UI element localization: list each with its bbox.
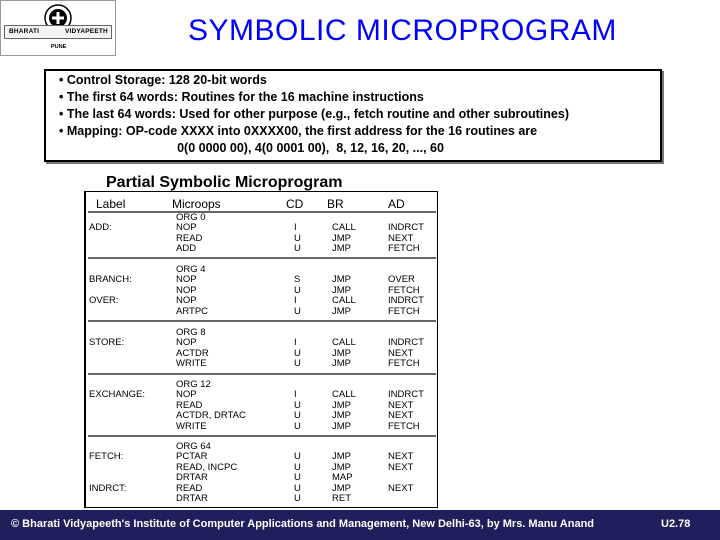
br-cell: CALL JMP JMP <box>332 222 356 255</box>
cd-cell: I U U <box>294 337 301 370</box>
header-divider <box>88 211 436 213</box>
cd-cell: I U U <box>294 222 301 255</box>
microprogram-table <box>84 191 438 508</box>
info-line-control-storage: • Control Storage: 128 20-bit words <box>59 73 267 87</box>
br-cell: CALL JMP JMP JMP <box>332 389 356 432</box>
br-cell: JMP JMP MAP JMP RET <box>332 451 353 505</box>
logo-right-text: VIDYAPEETH <box>65 28 108 35</box>
br-cell: CALL JMP JMP <box>332 337 356 370</box>
row-divider <box>88 435 436 437</box>
info-line-last-64: • The last 64 words: Used for other purpose (e.g., fetch routine and other subroutines) <box>59 107 569 121</box>
info-line-mapping-cont: 0(0 0000 00), 4(0 0001 00), 8, 12, 16, 20, ..., 60 <box>59 141 444 155</box>
header-ad: AD <box>388 197 405 211</box>
table-title: Partial Symbolic Microprogram <box>106 174 343 191</box>
logo-city: PUNE <box>51 44 67 50</box>
ad-cell: INDRCT NEXT FETCH <box>388 337 424 370</box>
cd-cell: U U U U U <box>294 451 301 505</box>
label-cell: STORE: <box>89 337 125 349</box>
cd-cell: I U U U <box>294 389 301 432</box>
page-title: SYMBOLIC MICROPROGRAM <box>188 14 617 47</box>
info-line-mapping: • Mapping: OP-code XXXX into 0XXXX00, the first address for the 16 routines are <box>59 124 538 138</box>
microops-cell: ORG 0 NOP READ ADD <box>176 212 206 255</box>
row-divider <box>88 257 436 259</box>
microops-cell: ORG 8 NOP ACTDR WRITE <box>176 327 209 370</box>
microops-cell: ORG 64 PCTAR READ, INCPC DRTAR READ DRTAR <box>176 441 238 505</box>
info-line-first-64: • The first 64 words: Routines for the 16 machine instructions <box>59 90 424 104</box>
ad-cell: INDRCT NEXT NEXT FETCH <box>388 389 424 432</box>
row-divider <box>88 373 436 375</box>
institute-logo <box>0 0 116 56</box>
logo-left-text: BHARATI <box>9 28 40 35</box>
label-cell: ADD: <box>89 222 112 234</box>
label-cell: EXCHANGE: <box>89 389 145 401</box>
header-cd: CD <box>286 197 304 211</box>
microops-cell: ORG 12 NOP READ ACTDR, DRTAC WRITE <box>176 379 246 432</box>
footer-bar <box>0 510 720 540</box>
label-cell: BRANCH: OVER: <box>89 274 132 307</box>
ad-cell: NEXT NEXT NEXT <box>388 451 414 494</box>
footer-credit: © Bharati Vidyapeeth's Institute of Computer Applications and Management, New Delhi-63, by Mrs. Manu Anand <box>11 518 595 530</box>
info-box <box>44 69 662 162</box>
row-divider <box>88 320 436 322</box>
ad-cell: OVER FETCH INDRCT FETCH <box>388 274 424 317</box>
label-cell: FETCH: INDRCT: <box>89 451 127 494</box>
page-number: U2.78 <box>661 518 691 530</box>
header-microops: Microops <box>172 197 221 211</box>
cd-cell: S U I U <box>294 274 301 317</box>
header-label: Label <box>96 197 126 211</box>
header-br: BR <box>327 197 344 211</box>
ad-cell: INDRCT NEXT FETCH <box>388 222 424 255</box>
microops-cell: ORG 4 NOP NOP NOP ARTPC <box>176 264 209 317</box>
br-cell: JMP JMP CALL JMP <box>332 274 356 317</box>
